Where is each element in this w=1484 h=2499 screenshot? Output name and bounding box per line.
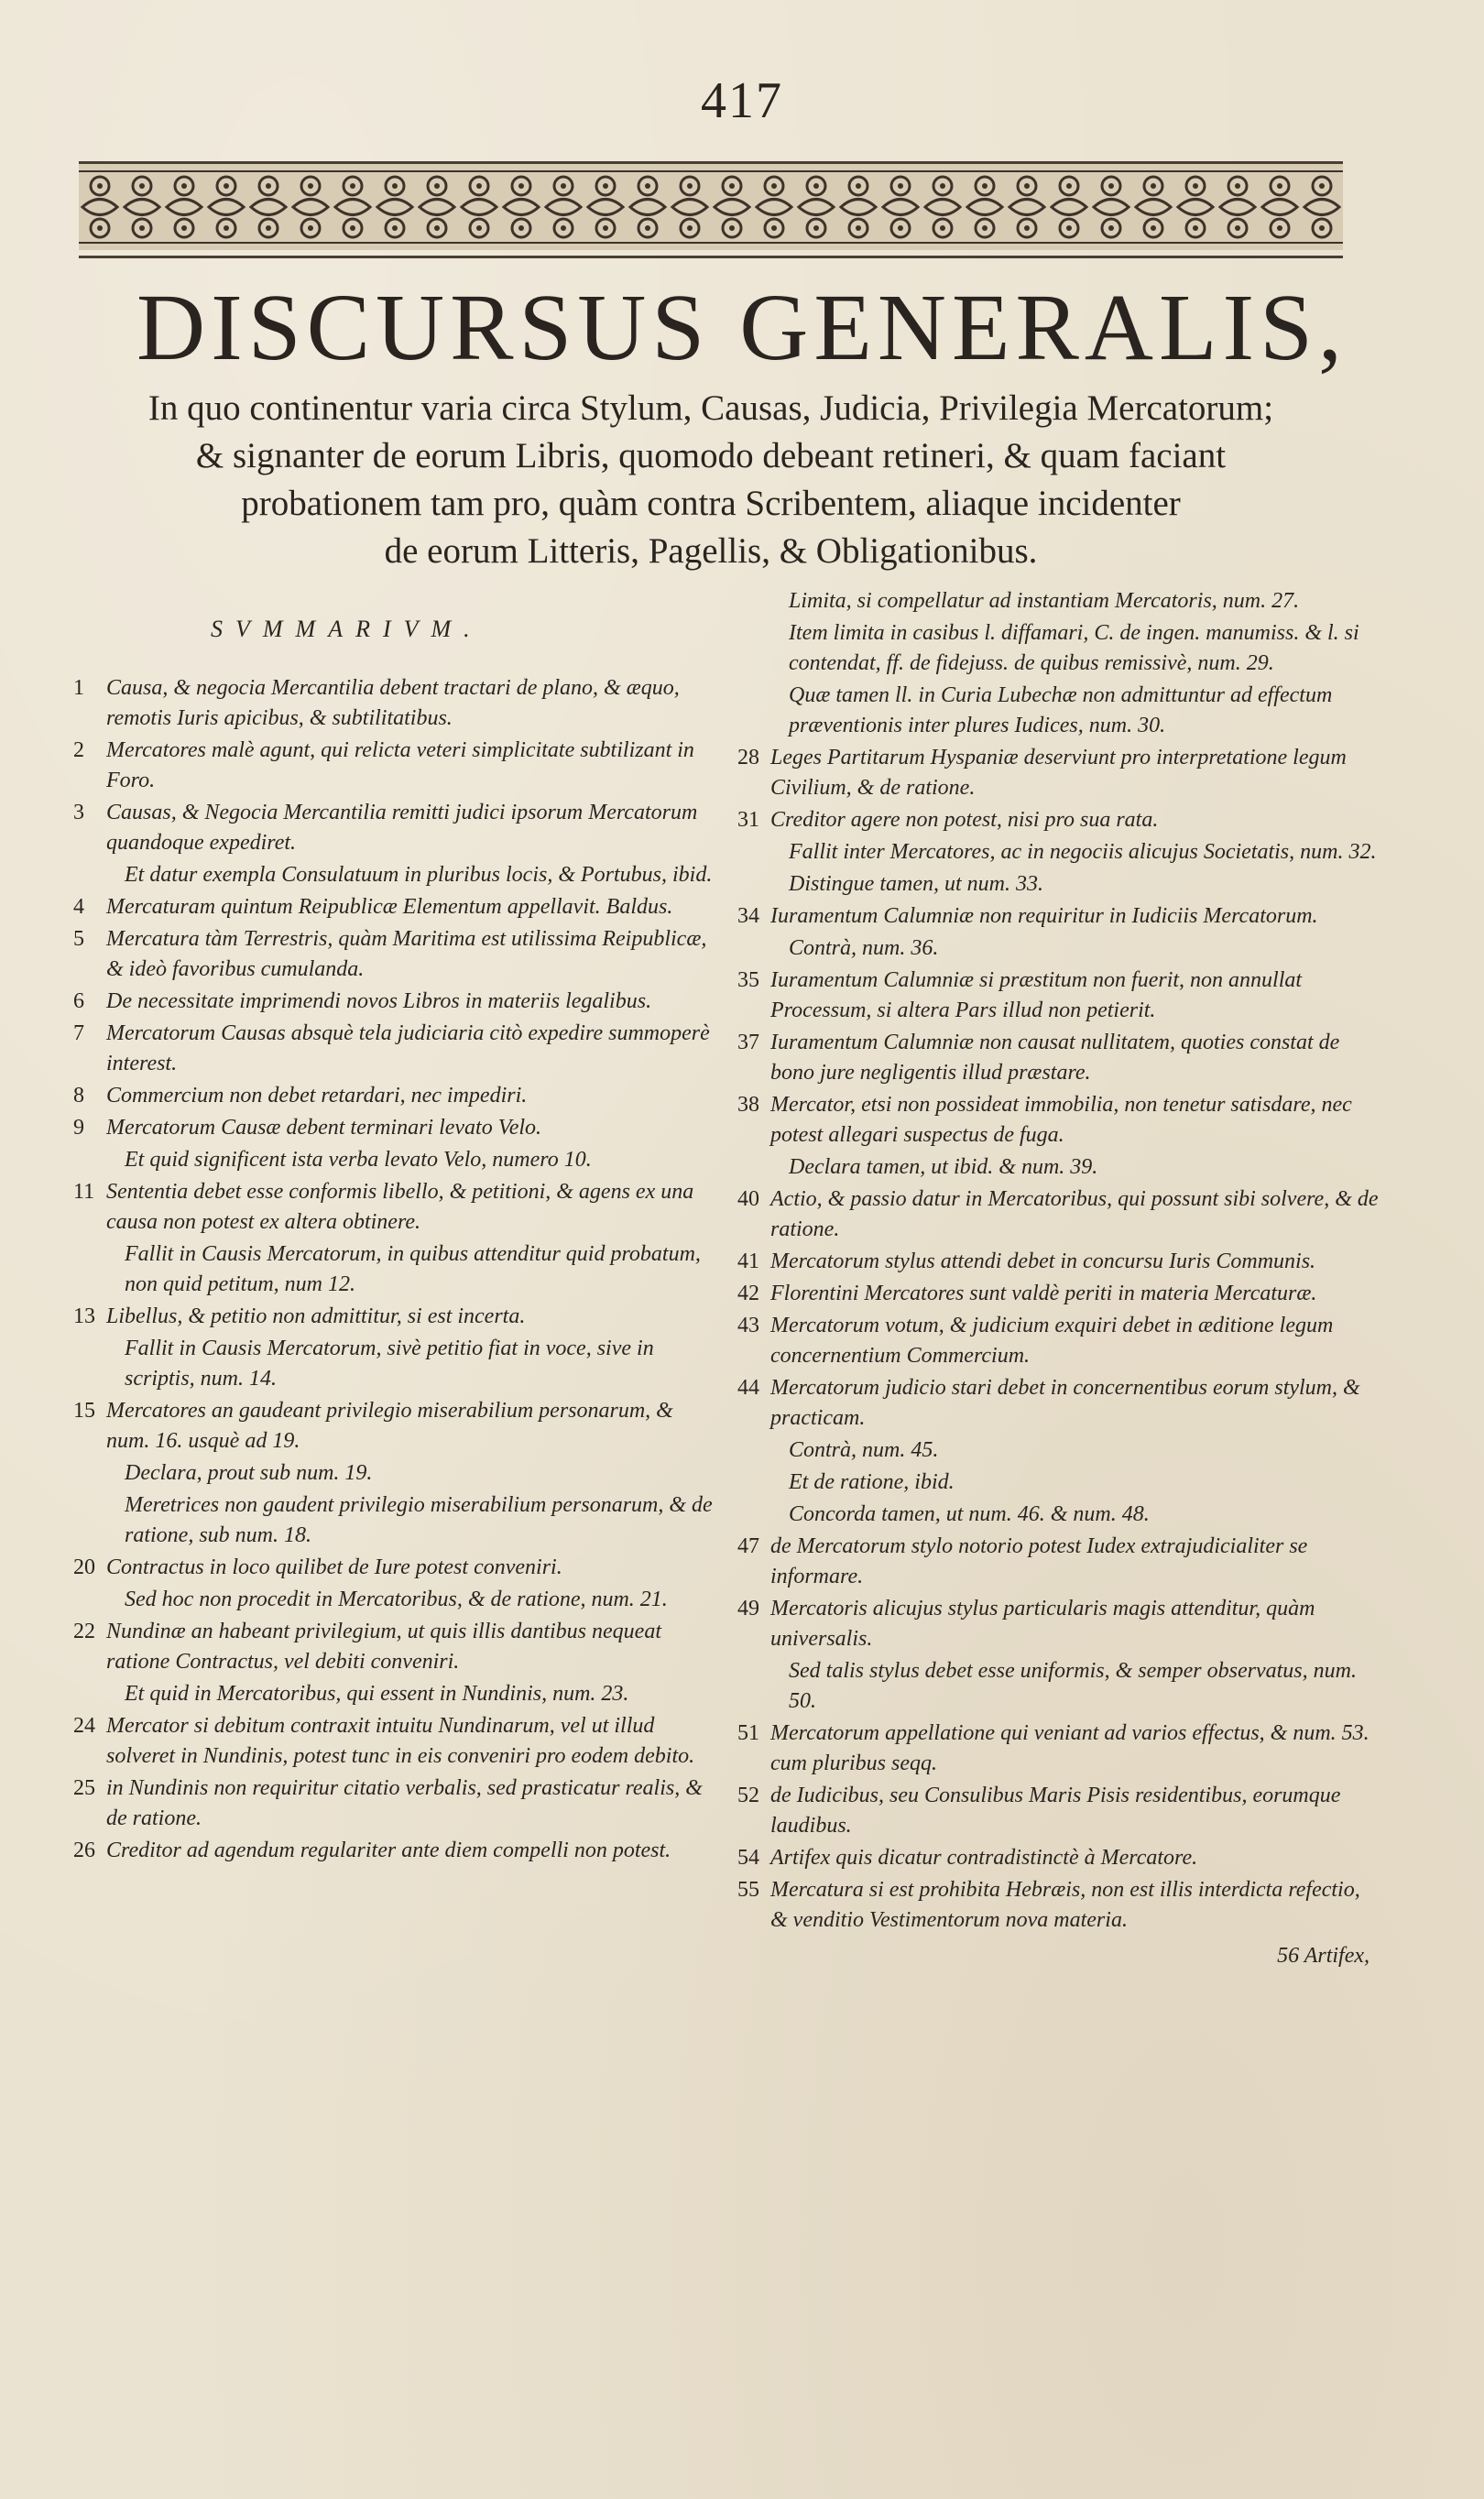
page-number: 417 [701, 72, 783, 129]
entry-number [737, 1500, 789, 1530]
entry-text: Mercatorum Causæ debent terminari levato Velo. [106, 1116, 542, 1140]
summary-entry [737, 1875, 1379, 1936]
summary-entry [737, 1656, 1379, 1717]
entry-text: Mercator, etsi non possideat immobilia, non tenetur satisdare, nec potest allegari suspectus de fuga. [770, 1093, 1352, 1147]
entry-number: 55 [737, 1878, 759, 1902]
summary-entry [73, 1019, 715, 1079]
entry-number: 3 [73, 801, 84, 824]
entry-text: Commercium non debet retardari, nec impediri. [106, 1084, 528, 1108]
summary-entry [737, 1468, 1379, 1498]
entry-text: Artifex quis dicatur contradistinctè à Mercatore. [770, 1846, 1198, 1870]
entry-number: 11 [73, 1180, 95, 1204]
catchword: 56 Artifex, [1277, 1944, 1369, 1968]
entry-number: 25 [73, 1776, 95, 1800]
summary-entry [737, 1843, 1379, 1873]
entry-text: Fallit in Causis Mercatorum, in quibus attenditur quid probatum, non quid petitum, num 12. [125, 1242, 701, 1296]
summary-entry [73, 1177, 715, 1238]
summary-entry [73, 1458, 715, 1489]
entry-number [737, 837, 789, 868]
summary-entry [737, 1435, 1379, 1466]
summary-entry [737, 1500, 1379, 1530]
discourse-subtitle [79, 385, 1343, 575]
summary-entry [737, 869, 1379, 900]
summary-left-column [73, 586, 715, 1868]
summary-entry [73, 1113, 715, 1143]
summary-entry [73, 1711, 715, 1772]
entry-number: 1 [73, 676, 84, 700]
entry-number [737, 618, 789, 679]
entry-number: 54 [737, 1846, 759, 1870]
entry-text: Limita, si compellatur ad instantiam Mercatoris, num. 27. [789, 589, 1300, 613]
entry-number: 24 [73, 1714, 95, 1738]
entry-number: 15 [73, 1399, 95, 1423]
summary-entry [737, 1152, 1379, 1183]
entry-number: 41 [737, 1250, 759, 1273]
entry-text: Quæ tamen ll. in Curia Lubechæ non admittuntur ad effectum præventionis inter plures Iudices, num. 30. [789, 683, 1333, 737]
summary-entry [73, 1679, 715, 1709]
summary-entry [73, 987, 715, 1017]
entry-number: 44 [737, 1376, 759, 1400]
entry-text: Contractus in loco quilibet de Iure potest conveniri. [106, 1555, 562, 1579]
summary-entry [737, 1719, 1379, 1779]
entry-number: 51 [737, 1721, 759, 1745]
entry-number [73, 1490, 125, 1551]
entry-text: Leges Partitarum Hyspaniæ deserviunt pro interpretatione legum Civilium, & de ratione. [770, 746, 1347, 800]
entry-number [737, 1468, 789, 1498]
summary-entry [737, 1090, 1379, 1151]
entry-number: 40 [737, 1187, 759, 1211]
entry-number [737, 933, 789, 964]
summary-entry [737, 1184, 1379, 1245]
summary-entry [737, 1247, 1379, 1277]
summary-entry [73, 1836, 715, 1866]
summary-entry [73, 798, 715, 858]
entry-text: Declara, prout sub num. 19. [125, 1461, 373, 1485]
summary-entry [737, 1279, 1379, 1309]
entry-text: Sed talis stylus debet esse uniformis, & semper observatus, num. 50. [789, 1659, 1357, 1713]
entry-text: Libellus, & petitio non admittitur, si est incerta. [106, 1304, 526, 1328]
entry-number [73, 1145, 125, 1175]
summary-entry [737, 1532, 1379, 1592]
entry-text: Sed hoc non procedit in Mercatoribus, & de ratione, num. 21. [125, 1588, 668, 1611]
summary-entry [73, 1396, 715, 1457]
entry-number [73, 1334, 125, 1394]
summary-entry [737, 837, 1379, 868]
entry-text: Mercatura tàm Terrestris, quàm Maritima est utilissima Reipublicæ, & ideò favoribus cumulanda. [106, 927, 707, 981]
entry-number: 5 [73, 927, 84, 951]
entry-text: Meretrices non gaudent privilegio miserabilium personarum, & de ratione, sub num. 18. [125, 1493, 713, 1547]
summary-entry [73, 1081, 715, 1111]
entry-text: Causa, & negocia Mercantilia debent tractari de plano, & æquo, remotis Iuris apicibus, & subtilitatibus. [106, 676, 680, 730]
entry-number: 47 [737, 1534, 759, 1558]
summary-entry [73, 860, 715, 890]
entry-number [73, 1679, 125, 1709]
entry-text: Sententia debet esse conformis libello, & petitioni, & agens ex una causa non potest ex altera obtinere. [106, 1180, 694, 1234]
summary-entry [737, 1373, 1379, 1434]
summary-heading: SVMMARIVM. [211, 616, 483, 642]
entry-number: 13 [73, 1304, 95, 1328]
summary-entry [737, 743, 1379, 803]
summary-entry [73, 1302, 715, 1332]
entry-text: Concorda tamen, ut num. 46. & num. 48. [789, 1502, 1150, 1526]
summary-entry [73, 1334, 715, 1394]
entry-text: Mercator si debitum contraxit intuitu Nundinarum, vel ut illud solveret in Nundinis, potest tunc in eis conveniri pro eodem debito. [106, 1714, 695, 1768]
entry-number [73, 1239, 125, 1300]
entry-text: Mercatura si est prohibita Hebræis, non est illis interdicta refectio, & venditio Vestimentorum nova materia. [770, 1878, 1360, 1932]
entry-number [737, 1435, 789, 1466]
entry-number: 8 [73, 1084, 84, 1108]
summary-entry [73, 1145, 715, 1175]
entry-text: Mercatores malè agunt, qui relicta veteri simplicitate subtilizant in Foro. [106, 738, 694, 792]
entry-text: de Mercatorum stylo notorio potest Iudex extrajudicialiter se informare. [770, 1534, 1308, 1588]
discourse-title: DISCURSUS GENERALIS, [136, 275, 1348, 380]
summary-entry [73, 924, 715, 985]
entry-number: 2 [73, 738, 84, 762]
summary-entry [737, 1594, 1379, 1654]
entry-text: Mercatores an gaudeant privilegio miserabilium personarum, & num. 16. usquè ad 19. [106, 1399, 673, 1453]
summary-entry [73, 673, 715, 734]
entry-text: in Nundinis non requiritur citatio verbalis, sed prasticatur realis, & de ratione. [106, 1776, 703, 1830]
entry-text: Nundinæ an habeant privilegium, ut quis illis dantibus nequeat ratione Contractus, vel debiti conveniri. [106, 1620, 661, 1674]
entry-number: 26 [73, 1839, 95, 1862]
summary-entry [73, 1490, 715, 1551]
entry-text: Causas, & Negocia Mercantilia remitti judici ipsorum Mercatorum quandoque expediret. [106, 801, 698, 855]
entry-text: Mercatorum appellatione qui veniant ad varios effectus, & num. 53. cum pluribus seqq. [770, 1721, 1369, 1775]
entry-number: 38 [737, 1093, 759, 1117]
entry-number: 28 [737, 746, 759, 769]
entry-text: Declara tamen, ut ibid. & num. 39. [789, 1155, 1098, 1179]
entry-number [73, 860, 125, 890]
summary-entry [737, 1311, 1379, 1371]
entry-number: 6 [73, 989, 84, 1013]
entry-text: Iuramentum Calumniæ si præstitum non fuerit, non annullat Processum, si altera Pars illud non petierit. [770, 968, 1303, 1022]
entry-text: Mercatorum stylus attendi debet in concursu Iuris Communis. [770, 1250, 1316, 1273]
entry-text: Fallit in Causis Mercatorum, sivè petitio fiat in voce, sive in scriptis, num. 14. [125, 1337, 654, 1391]
entry-text: De necessitate imprimendi novos Libros in materiis legalibus. [106, 989, 652, 1013]
entry-text: Et quid in Mercatoribus, qui essent in Nundinis, num. 23. [125, 1682, 629, 1706]
summary-entry [737, 901, 1379, 932]
entry-number [737, 681, 789, 741]
entry-text: Distingue tamen, ut num. 33. [789, 872, 1043, 896]
entry-text: Iuramentum Calumniæ non causat nullitatem, quoties constat de bono jure negligentis illud præstare. [770, 1031, 1340, 1085]
entry-number: 9 [73, 1116, 84, 1140]
entry-number: 7 [73, 1021, 84, 1045]
summary-entry [737, 966, 1379, 1026]
entry-text: Mercatorum Causas absquè tela judiciaria citò expedire summoperè interest. [106, 1021, 710, 1075]
subtitle-line: In quo continentur varia circa Stylum, Causas, Judicia, Privilegia Mercatorum; [147, 388, 1274, 428]
entry-number: 37 [737, 1031, 759, 1054]
entry-text: Creditor agere non potest, nisi pro sua rata. [770, 808, 1159, 832]
entry-number [73, 1585, 125, 1615]
summary-entry [737, 1781, 1379, 1841]
entry-text: Florentini Mercatores sunt valdè periti in materia Mercaturæ. [770, 1282, 1317, 1305]
entry-number [737, 586, 789, 617]
entry-text: Contrà, num. 36. [789, 936, 939, 960]
entry-number: 42 [737, 1282, 759, 1305]
summary-entry [737, 586, 1379, 617]
entry-text: Creditor ad agendum regulariter ante diem compelli non potest. [106, 1839, 671, 1862]
entry-number [73, 1458, 125, 1489]
subtitle-line: & signanter de eorum Libris, quomodo debeant retineri, & quam faciant [195, 436, 1227, 475]
entry-text: de Iudicibus, seu Consulibus Maris Pisis residentibus, eorumque laudibus. [770, 1784, 1341, 1838]
entry-text: Mercaturam quintum Reipublicæ Elementum appellavit. Baldus. [106, 895, 673, 919]
entry-number [737, 1656, 789, 1717]
entry-text: Mercatorum votum, & judicium exquiri debet in æditione legum concernentium Commercium. [770, 1314, 1334, 1368]
entry-number: 34 [737, 904, 759, 928]
entry-number: 20 [73, 1555, 95, 1579]
entry-text: Mercatorum judicio stari debet in concernentibus eorum stylum, & practicam. [770, 1376, 1360, 1430]
entry-text: Et de ratione, ibid. [789, 1470, 955, 1494]
subtitle-line: probationem tam pro, quàm contra Scribentem, aliaque incidenter [241, 484, 1181, 523]
entry-number: 43 [737, 1314, 759, 1337]
ornament-pattern-icon [79, 164, 1343, 250]
summary-entry [73, 892, 715, 922]
summary-entry [737, 681, 1379, 741]
entry-text: Iuramentum Calumniæ non requiritur in Iudiciis Mercatorum. [770, 904, 1318, 928]
summary-entry [73, 1585, 715, 1615]
summary-entry [73, 1553, 715, 1583]
subtitle-line: de eorum Litteris, Pagellis, & Obligationibus. [384, 531, 1038, 571]
entry-number: 49 [737, 1597, 759, 1621]
entry-number: 4 [73, 895, 84, 919]
ornamental-header-band [79, 161, 1343, 258]
summary-entry [73, 736, 715, 796]
entry-number: 35 [737, 968, 759, 992]
summary-right-column [737, 586, 1379, 1971]
summary-entry [73, 1617, 715, 1677]
entry-text: Et quid significent ista verba levato Velo, numero 10. [125, 1148, 592, 1172]
entry-text: Et datur exempla Consulatuum in pluribus locis, & Portubus, ibid. [125, 863, 713, 887]
entry-text: Fallit inter Mercatores, ac in negociis alicujus Societatis, num. 32. [789, 840, 1377, 864]
summary-entry [73, 1773, 715, 1834]
summary-entry [737, 805, 1379, 835]
entry-number: 22 [73, 1620, 95, 1643]
summary-entry [737, 1028, 1379, 1088]
entry-text: Actio, & passio datur in Mercatoribus, qui possunt sibi solvere, & de ratione. [770, 1187, 1379, 1241]
entry-text: Mercatoris alicujus stylus particularis magis attenditur, quàm universalis. [770, 1597, 1315, 1651]
entry-number [737, 869, 789, 900]
summary-entry [737, 618, 1379, 679]
entry-number: 31 [737, 808, 759, 832]
entry-number [737, 1152, 789, 1183]
summary-entry [737, 933, 1379, 964]
entry-text: Item limita in casibus l. diffamari, C. de ingen. manumiss. & l. si contendat, ff. de fidejuss. de quibus remissivè, num. 29. [789, 621, 1359, 675]
entry-number: 52 [737, 1784, 759, 1807]
entry-text: Contrà, num. 45. [789, 1438, 939, 1462]
summary-entry [73, 1239, 715, 1300]
